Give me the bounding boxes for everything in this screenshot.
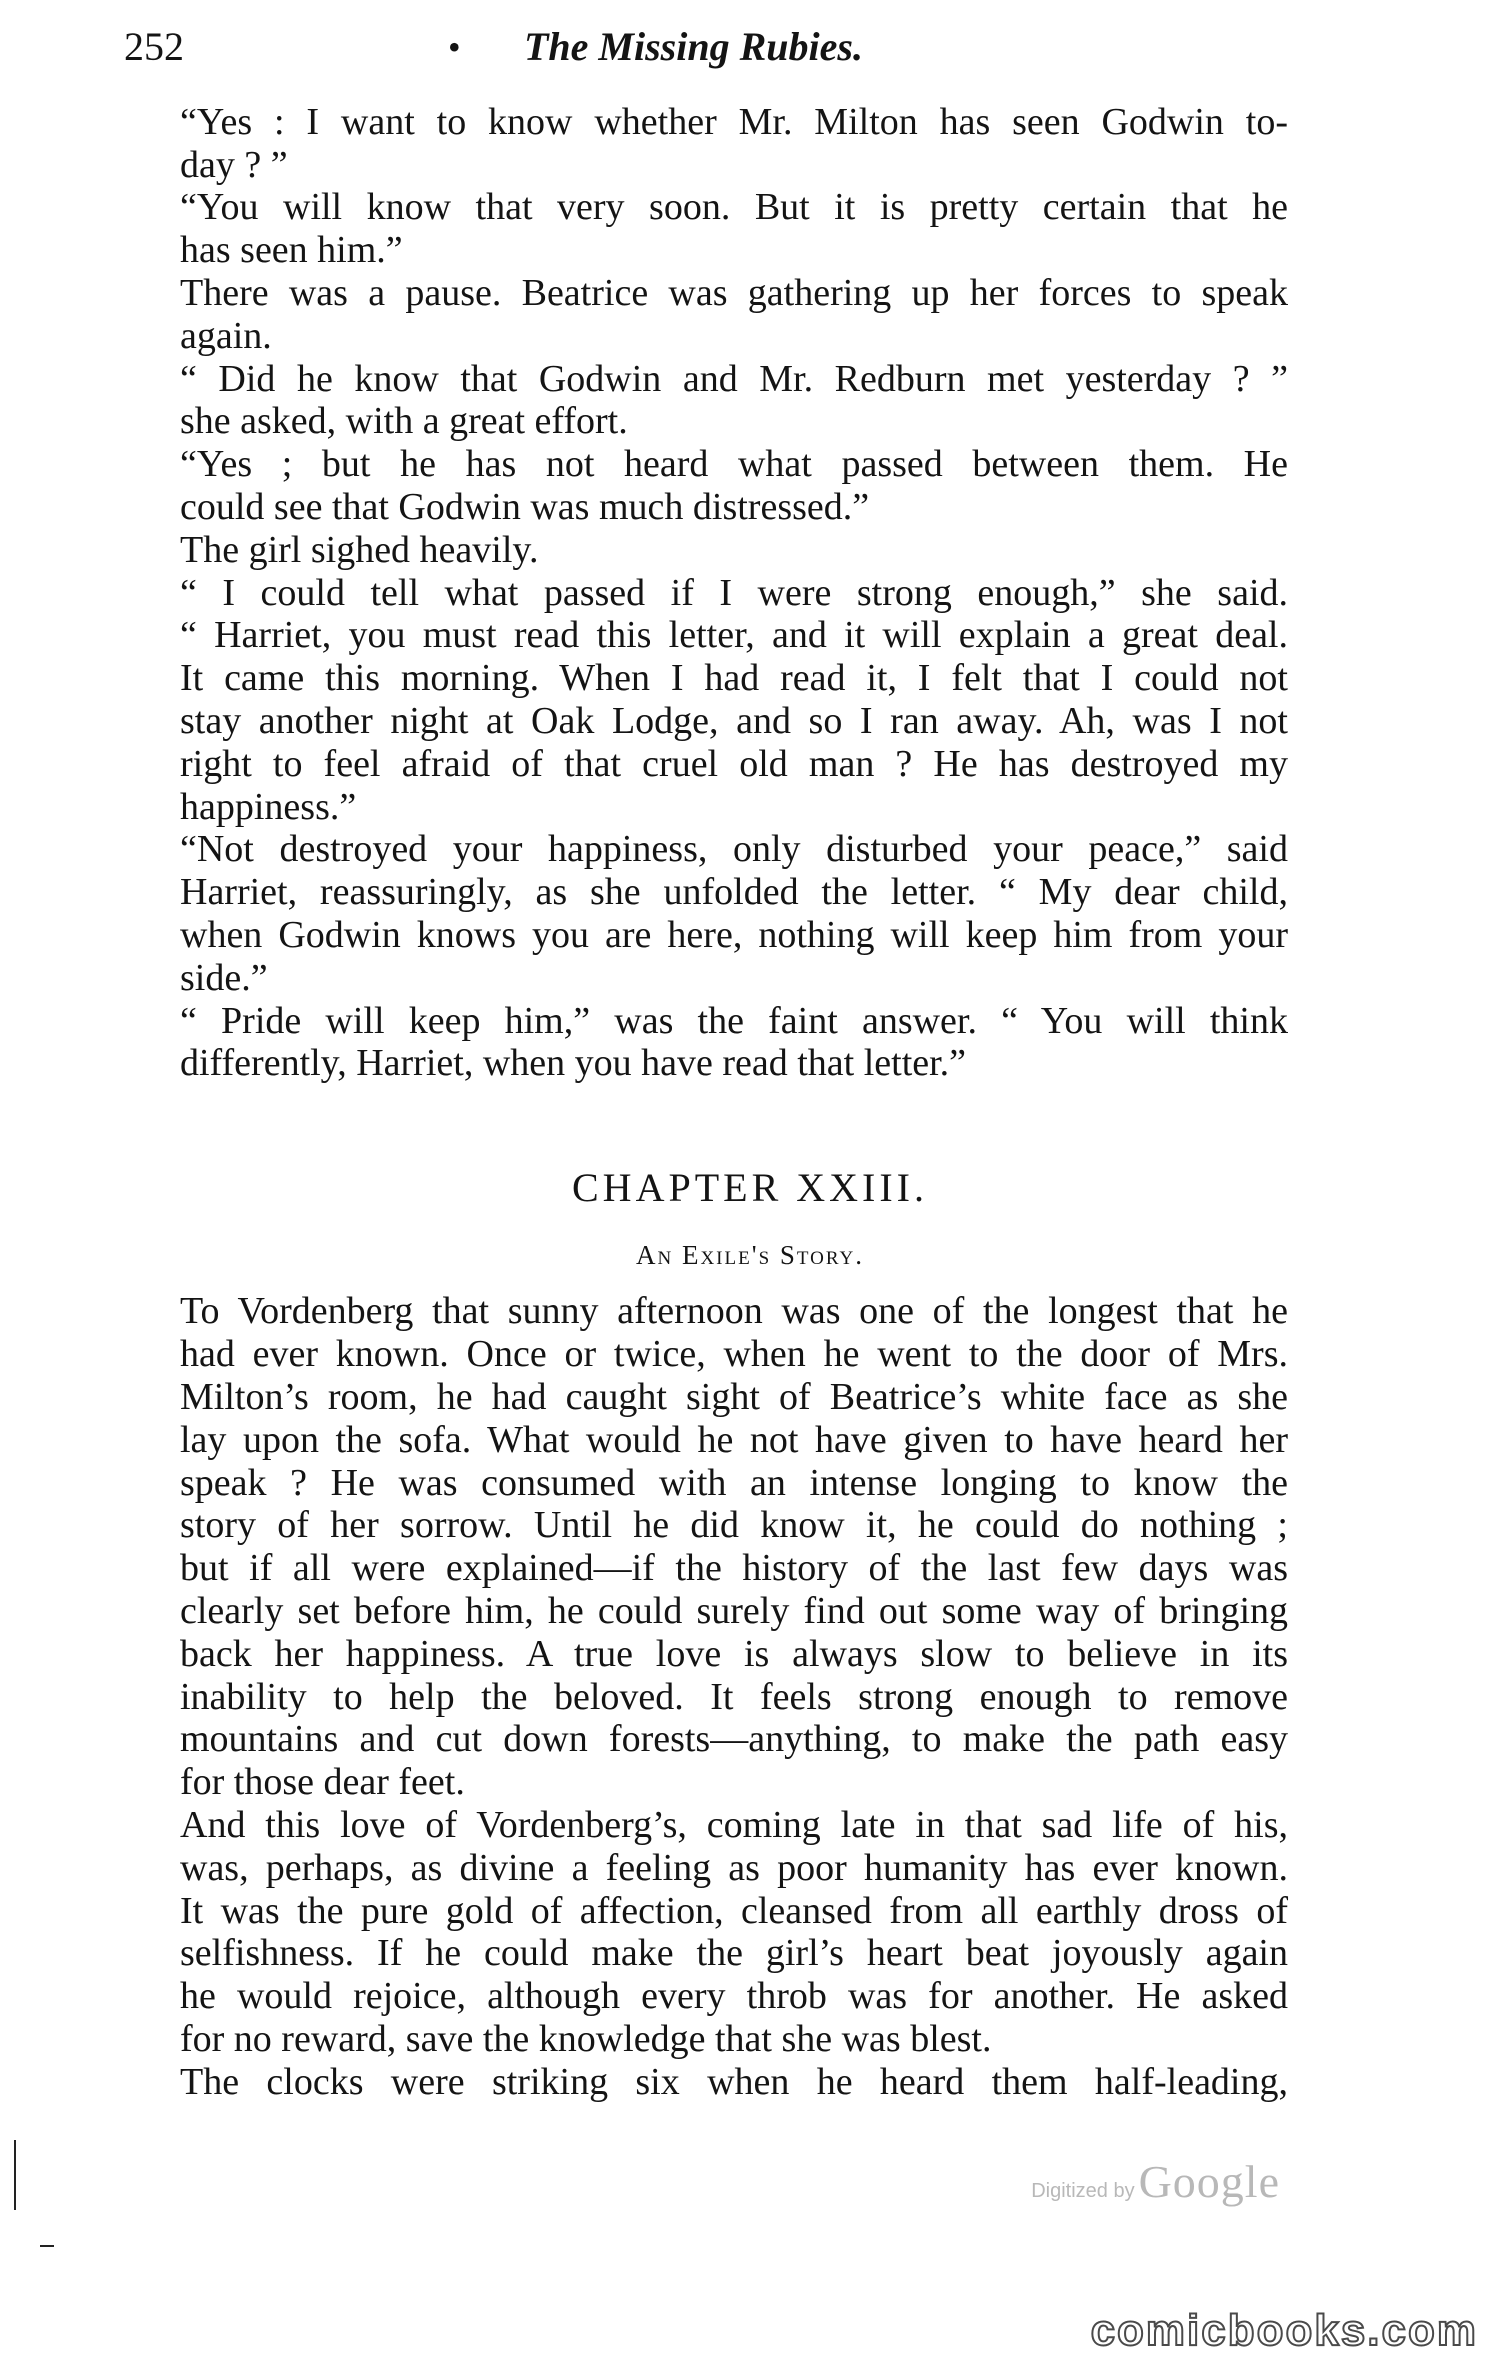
watermark: comicbooks.com [1090, 2306, 1478, 2355]
text-line: mountains and cut down forests—anything, to make the path easy [180, 1718, 1288, 1760]
digitized-by-google [1031, 2155, 1280, 2208]
text-line: There was a pause. Beatrice was gathering up her forces to speak [180, 272, 1288, 314]
text-line: side.” [180, 957, 268, 999]
text-line: for no reward, save the knowledge that she was blest. [180, 2018, 992, 2060]
text-line: happiness.” [180, 786, 357, 828]
text-line: inability to help the beloved. It feels strong enough to remove [180, 1676, 1288, 1718]
text-line: had ever known. Once or twice, when he went to the door of Mrs. [180, 1333, 1288, 1375]
header-dot: • [448, 27, 461, 67]
text-line: “Yes : I want to know whether Mr. Milton has seen Godwin to- [180, 101, 1288, 143]
running-title: The Missing Rubies. [524, 24, 863, 69]
text-line: “ Pride will keep him,” was the faint answer. “ You will think [180, 1000, 1288, 1042]
text-line: for those dear feet. [180, 1761, 465, 1803]
text-line: he would rejoice, although every throb was for another. He asked [180, 1975, 1288, 2017]
text-line: stay another night at Oak Lodge, and so I ran away. Ah, was I not [180, 700, 1288, 742]
text-line: story of her sorrow. Until he did know it, he could do nothing ; [180, 1504, 1288, 1546]
text-line: It came this morning. When I had read it, I felt that I could not [180, 657, 1288, 699]
text-line: when Godwin knows you are here, nothing will keep him from your [180, 914, 1288, 956]
text-line: she asked, with a great effort. [180, 400, 628, 442]
text-line: “ I could tell what passed if I were strong enough,” she said. [180, 572, 1288, 614]
google-logo: Google [1138, 2156, 1280, 2207]
text-line: It was the pure gold of affection, cleansed from all earthly dross of [180, 1890, 1288, 1932]
text-line: could see that Godwin was much distressed.” [180, 486, 870, 528]
text-line: back her happiness. A true love is always slow to believe in its [180, 1633, 1288, 1675]
text-line: day ? ” [180, 144, 288, 186]
text-line: “ Harriet, you must read this letter, and it will explain a great deal. [180, 614, 1288, 656]
text-line: but if all were explained—if the history of the last few days was [180, 1547, 1288, 1589]
text-line: again. [180, 315, 272, 357]
text-line: lay upon the sofa. What would he not have given to have heard her [180, 1419, 1288, 1461]
text-line: “Yes ; but he has not heard what passed between them. He [180, 443, 1288, 485]
text-line: “ Did he know that Godwin and Mr. Redburn met yesterday ? ” [180, 358, 1288, 400]
margin-mark [14, 2140, 16, 2210]
text-line: And this love of Vordenberg’s, coming late in that sad life of his, [180, 1804, 1288, 1846]
text-line: The clocks were striking six when he heard them half-leading, [180, 2061, 1288, 2103]
text-line: “You will know that very soon. But it is pretty certain that he [180, 186, 1288, 228]
text-line: “Not destroyed your happiness, only disturbed your peace,” said [180, 828, 1288, 870]
chapter-subtitle: An Exile's Story. [636, 1240, 864, 1270]
text-line: has seen him.” [180, 229, 403, 271]
text-line: clearly set before him, he could surely find out some way of bringing [180, 1590, 1288, 1632]
text-line: Milton’s room, he had caught sight of Beatrice’s white face as she [180, 1376, 1288, 1418]
text-line: To Vordenberg that sunny afternoon was one of the longest that he [180, 1290, 1288, 1332]
text-line: differently, Harriet, when you have read that letter.” [180, 1042, 967, 1084]
text-line: The girl sighed heavily. [180, 529, 539, 571]
text-line: right to feel afraid of that cruel old man ? He has destroyed my [180, 743, 1288, 785]
digitized-prefix: Digitized by [1031, 2180, 1135, 2202]
margin-mark [40, 2245, 54, 2247]
text-line: selfishness. If he could make the girl’s heart beat joyously again [180, 1932, 1288, 1974]
chapter-heading: CHAPTER XXIII. [572, 1165, 928, 1210]
text-line: Harriet, reassuringly, as she unfolded the letter. “ My dear child, [180, 871, 1288, 913]
text-line: speak ? He was consumed with an intense longing to know the [180, 1462, 1288, 1504]
page-number: 252 [124, 24, 184, 69]
text-line: was, perhaps, as divine a feeling as poor humanity has ever known. [180, 1847, 1288, 1889]
